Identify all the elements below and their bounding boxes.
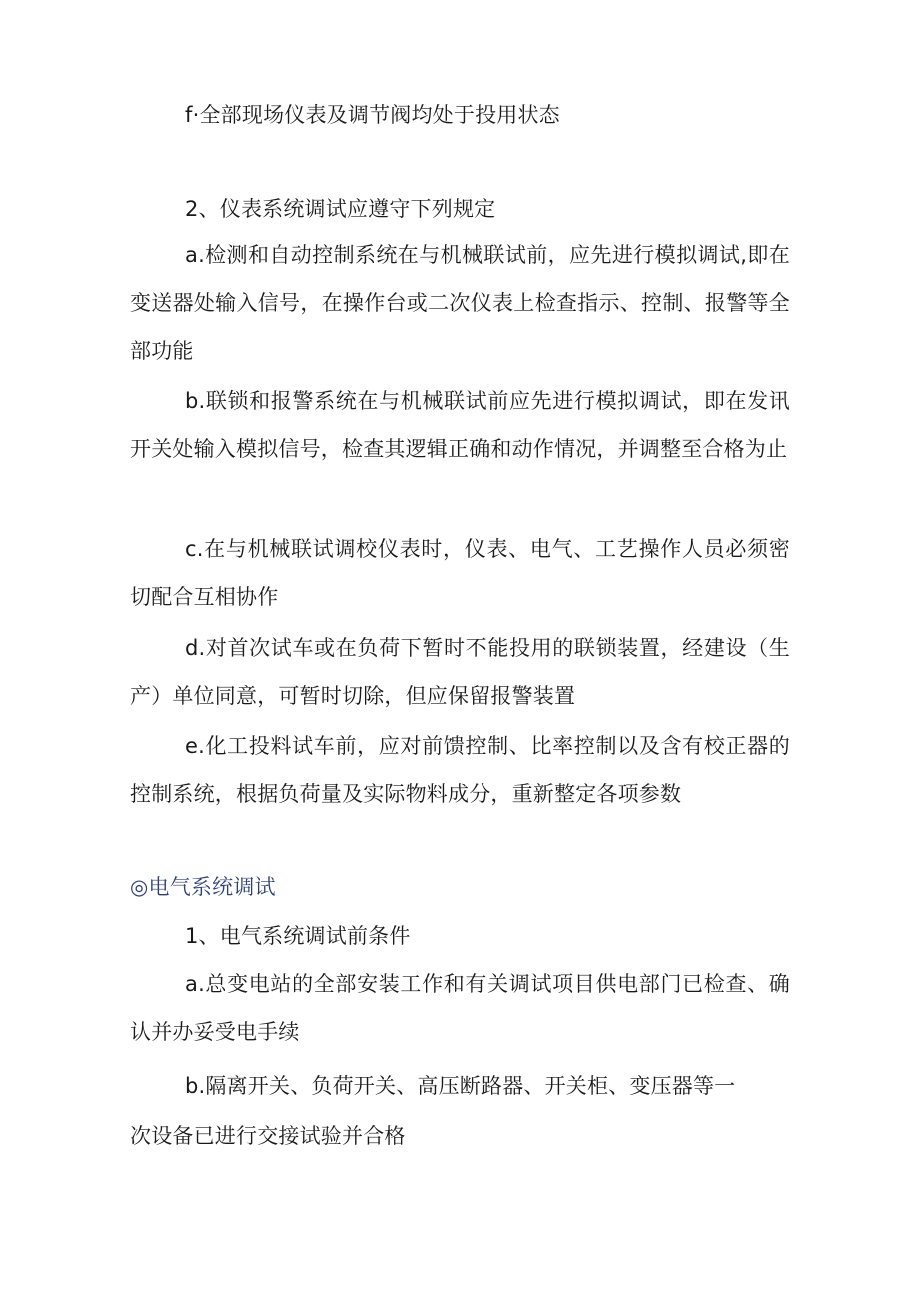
item-b-paragraph: b.联锁和报警系统在与机械联试前应先进行模拟调试，即在发讯开关处输入模拟信号，检查其逻辑正确和动作情况，并调整至合格为止 [130,389,790,461]
item-e-paragraph: e.化工投料试车前，应对前馈控制、比率控制以及含有校正器的控制系统，根据负荷量及实际物料成分，重新整定各项参数 [130,734,790,806]
electrical-item-b-line1: b.隔离开关、负荷开关、高压断路器、开关柜、变压器等一 [185,1074,736,1098]
item-a-paragraph: a.检测和自动控制系统在与机械联试前，应先进行模拟调试,即在变送器处输入信号，在操作台或二次仪表上检查指示、控制、报警等全部功能 [130,243,790,363]
section-2-title: 2、仪表系统调试应遵守下列规定 [185,197,496,221]
electrical-subtitle: 1、电气系统调试前条件 [185,924,411,948]
electrical-heading: ◎电气系统调试 [130,875,276,899]
electrical-item-a-paragraph: a.总变电站的全部安装工作和有关调试项目供电部门已检查、确认并办妥受电手续 [130,972,790,1044]
item-f: f·全部现场仪表及调节阀均处于投用状态 [185,103,560,127]
electrical-item-b-line2: 次设备已进行交接试验并合格 [130,1124,406,1148]
item-d-paragraph: d.对首次试车或在负荷下暂时不能投用的联锁装置，经建设（生产）单位同意，可暂时切除，但应保留报警装置 [130,636,790,708]
item-c-paragraph: c.在与机械联试调校仪表时，仪表、电气、工艺操作人员必须密切配合互相协作 [130,537,790,609]
